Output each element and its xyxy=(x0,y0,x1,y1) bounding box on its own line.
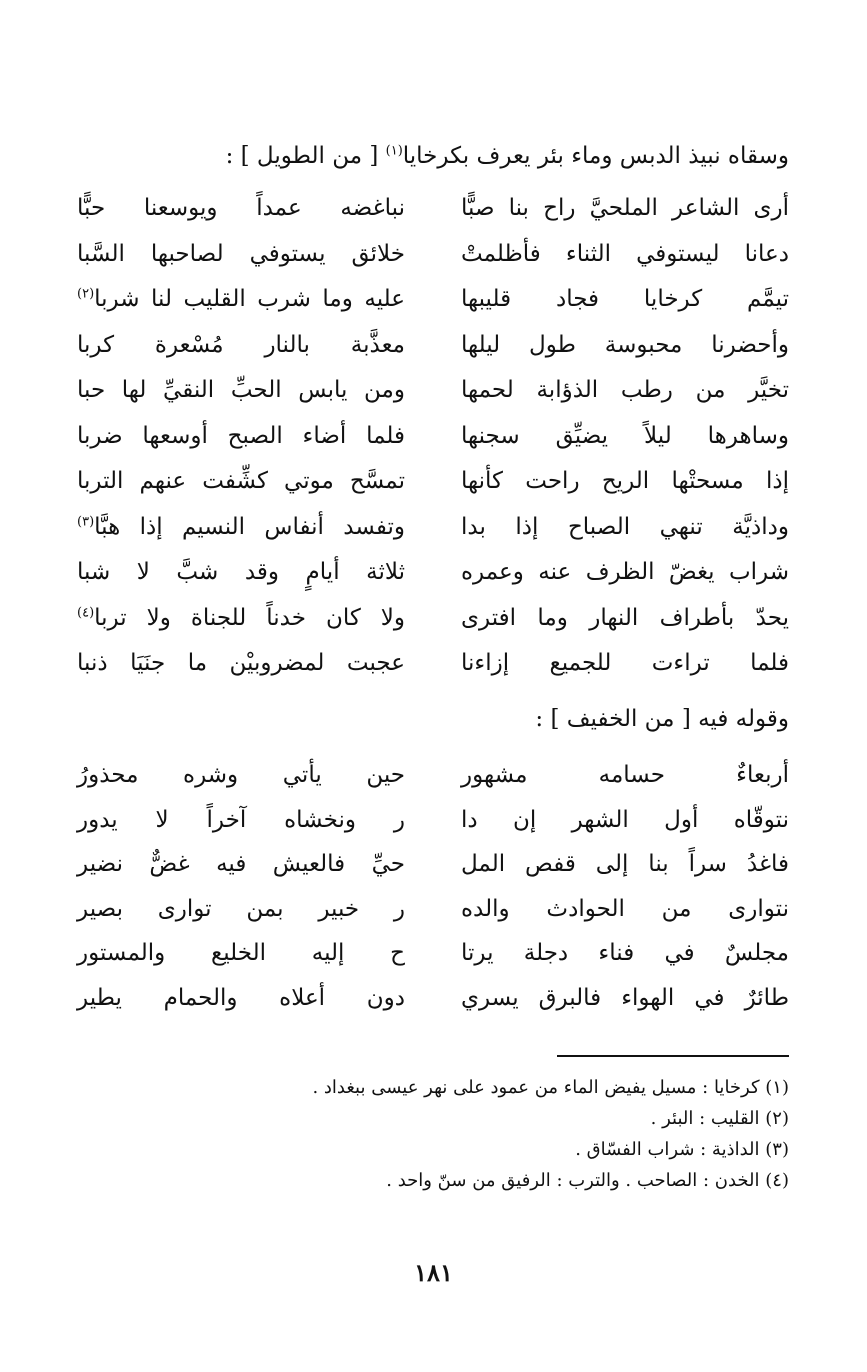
second-hemistich: حين يأتي وشره محذورُ xyxy=(77,762,405,788)
verse xyxy=(77,550,789,596)
first-hemistich: وأحضرنا محبوسة طول ليلها xyxy=(461,331,789,358)
hemistich-text: عجبت لمضروبيْن ما جنَيَا ذنبا xyxy=(77,650,405,676)
first-hemistich: وداذيَّة تنهي الصباح إذا بدا xyxy=(461,513,789,540)
hemistich-text: نباغضه عمداً ويوسعنا حبًّا xyxy=(77,195,405,221)
verse xyxy=(77,596,789,642)
second-hemistich xyxy=(77,550,405,596)
second-hemistich xyxy=(77,505,405,551)
first-hemistich: شراب يغضّ الظرف عنه وعمره xyxy=(461,559,789,585)
poem1-intro-note-ref: (١) xyxy=(385,143,403,159)
verse xyxy=(77,842,789,887)
hemistich-text: عليه وما شرب القليب لنا شربا xyxy=(94,286,405,312)
second-hemistich xyxy=(77,368,405,414)
verse xyxy=(77,186,789,232)
first-hemistich: فاغدُ سراً بنا إلى قفص المل xyxy=(461,851,789,877)
second-hemistich xyxy=(77,232,405,278)
first-hemistich: نتوقّاه أول الشهر إن دا xyxy=(461,806,789,833)
second-hemistich xyxy=(77,641,405,687)
verse xyxy=(77,323,789,369)
verse xyxy=(77,641,789,687)
hemistich-text: ولا كان خدناً للجناة ولا تربا xyxy=(94,604,405,631)
footnote-ref: (٢) xyxy=(77,286,95,302)
verse xyxy=(77,798,789,843)
verse xyxy=(77,887,789,932)
poem-khafif xyxy=(77,753,789,1020)
first-hemistich: تخيَّر من رطب الذؤابة لحمها xyxy=(461,377,789,403)
page-number: ١٨١ xyxy=(414,1258,453,1287)
verse xyxy=(77,976,789,1021)
second-hemistich: ر ونخشاه آخراً لا يدور xyxy=(77,806,405,833)
footnote: (١) كرخايا : مسيل يفيض الماء من عمود على نهر عيسى ببغداد . xyxy=(312,1077,789,1098)
first-hemistich: أربعاءٌ حسامه مشهور xyxy=(461,762,789,788)
first-hemistich: يحدّ بأطراف النهار وما افترى xyxy=(461,604,789,631)
poem2-intro-text: وقوله فيه [ من الخفيف ] : xyxy=(535,706,789,732)
verse xyxy=(77,414,789,460)
second-hemistich xyxy=(77,323,405,369)
second-hemistich xyxy=(77,596,405,642)
first-hemistich: إذا مسحتْها الريح راحت كأنها xyxy=(461,468,789,494)
poem1-intro xyxy=(49,139,789,173)
hemistich-text: خلائق يستوفي لصاحبها السَّبا xyxy=(77,240,405,267)
footnote-ref: (٣) xyxy=(77,513,95,529)
verse xyxy=(77,753,789,798)
first-hemistich: تيمَّم كرخايا فجاد قليبها xyxy=(461,286,789,312)
poem1-meter: [ من الطويل ] : xyxy=(225,143,379,169)
hemistich-text: معذَّبة بالنار مُسْعرة كربا xyxy=(77,331,405,358)
hemistich-text: ومن يابس الحبِّ النقيِّ لها حبا xyxy=(77,377,405,403)
verse xyxy=(77,505,789,551)
footnote: (٤) الخدن : الصاحب . والترب : الرفيق من سنّ واحد . xyxy=(386,1170,789,1191)
second-hemistich xyxy=(77,186,405,232)
verse xyxy=(77,459,789,505)
footnote: (٣) الداذية : شراب الفسّاق . xyxy=(575,1139,789,1160)
footnotes xyxy=(69,1072,789,1196)
poem2-intro xyxy=(49,702,789,736)
verse xyxy=(77,931,789,976)
second-hemistich xyxy=(77,414,405,460)
second-hemistich: ح إليه الخليع والمستور xyxy=(77,940,405,966)
poem-tawil xyxy=(77,186,789,687)
poem1-intro-text: وسقاه نبيذ الدبس وماء بئر يعرف بكرخايا xyxy=(402,143,789,169)
footnote-ref: (٤) xyxy=(77,604,95,620)
verse xyxy=(77,277,789,323)
first-hemistich: مجلسٌ في فناء دجلة يرتا xyxy=(461,940,789,966)
first-hemistich: دعانا ليستوفي الثناء فأظلمتْ xyxy=(461,240,789,267)
second-hemistich: ر خبير بمن توارى بصير xyxy=(77,895,405,922)
hemistich-text: تمسَّح موتي كشِّفت عنهم التربا xyxy=(77,468,405,494)
second-hemistich xyxy=(77,459,405,505)
hemistich-text: وتفسد أنفاس النسيم إذا هبَّا xyxy=(94,513,405,540)
first-hemistich: أرى الشاعر الملحيَّ راح بنا صبًّا xyxy=(461,195,789,221)
verse xyxy=(77,232,789,278)
first-hemistich: فلما تراءت للجميع إزاءنا xyxy=(461,650,789,676)
first-hemistich: وساهرها ليلاً يضيِّق سجنها xyxy=(461,422,789,449)
verse xyxy=(77,368,789,414)
second-hemistich: حيِّ فالعيش فيه غضٌّ نضير xyxy=(77,851,405,877)
second-hemistich: دون أعلاه والحمام يطير xyxy=(77,984,405,1011)
footnote-separator xyxy=(557,1055,789,1057)
hemistich-text: ثلاثة أيامٍ وقد شبَّ لا شبا xyxy=(77,559,405,585)
second-hemistich xyxy=(77,277,405,323)
first-hemistich: طائرٌ في الهواء فالبرق يسري xyxy=(461,984,789,1011)
first-hemistich: نتوارى من الحوادث والده xyxy=(461,895,789,922)
hemistich-text: فلما أضاء الصبح أوسعها ضربا xyxy=(77,422,405,449)
footnote: (٢) القليب : البئر . xyxy=(650,1108,789,1129)
